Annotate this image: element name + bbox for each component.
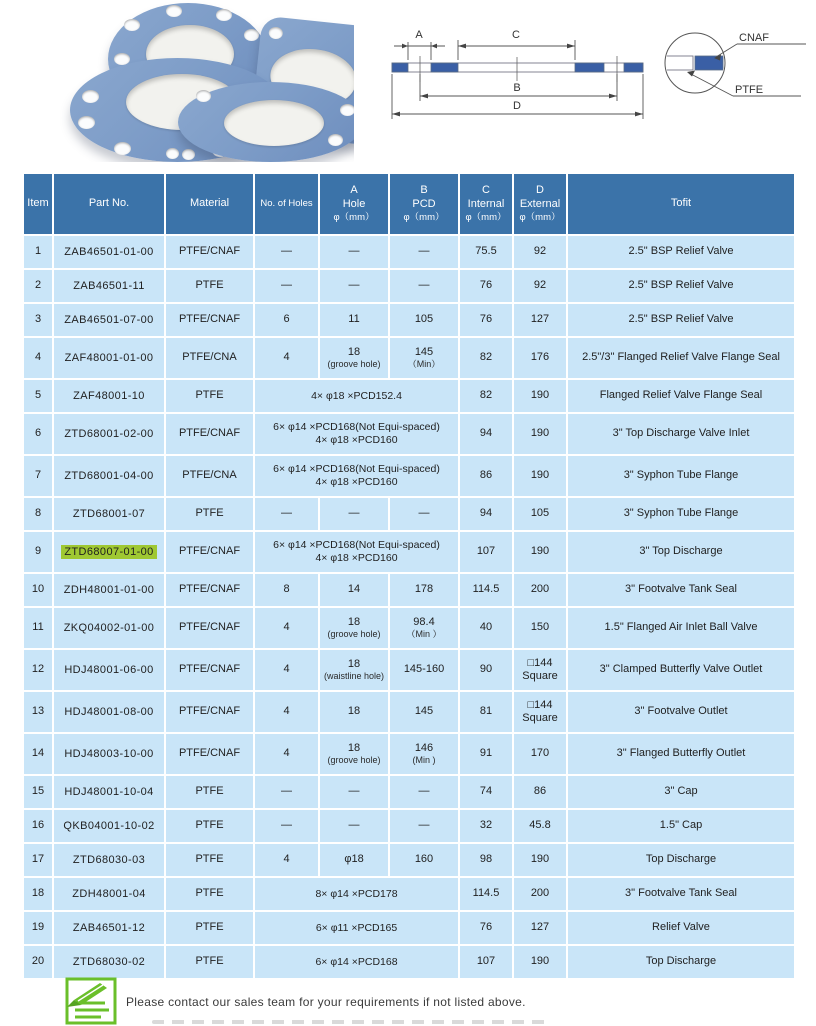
dimension-d	[392, 74, 643, 119]
cell-to-fit: 3" Syphon Tube Flange	[567, 497, 795, 531]
cell-c-internal: 76	[459, 269, 513, 303]
table-row	[23, 337, 795, 379]
cell-item: 17	[23, 843, 53, 877]
cell-holes: 4	[254, 607, 319, 649]
cell-material: PTFE/CNAF	[165, 413, 254, 455]
cell-material: PTFE/CNAF	[165, 607, 254, 649]
cell-material: PTFE/CNAF	[165, 649, 254, 691]
cell-material: PTFE/CNAF	[165, 573, 254, 607]
cell-d-external: 190	[513, 379, 567, 413]
cell-item: 18	[23, 877, 53, 911]
cell-item: 10	[23, 573, 53, 607]
svg-text:B: B	[513, 82, 521, 94]
svg-text:D: D	[513, 100, 521, 112]
cross-section-diagram	[368, 0, 816, 150]
cell-part-no: HDJ48003-10-00	[53, 733, 165, 775]
table-row	[23, 235, 795, 269]
cell-c-internal: 86	[459, 455, 513, 497]
cell-b-pcd: 145	[389, 691, 459, 733]
cell-to-fit: 1.5" Cap	[567, 809, 795, 843]
svg-text:A: A	[415, 29, 423, 41]
cell-b-pcd: 105	[389, 303, 459, 337]
cell-b-pcd: —	[389, 235, 459, 269]
column-header: A Hole φ（mm）	[319, 173, 389, 235]
cell-d-external: 190	[513, 843, 567, 877]
cell-d-external: 200	[513, 877, 567, 911]
cell-d-external: 190	[513, 531, 567, 573]
cell-c-internal: 76	[459, 303, 513, 337]
cell-d-external: 190	[513, 945, 567, 979]
cell-part-no: HDJ48001-06-00	[53, 649, 165, 691]
table-row	[23, 649, 795, 691]
cell-c-internal: 40	[459, 607, 513, 649]
cell-part-no: ZAB46501-07-00	[53, 303, 165, 337]
column-header: C Internal φ（mm）	[459, 173, 513, 235]
table-row	[23, 691, 795, 733]
cell-item: 2	[23, 269, 53, 303]
column-header: Material	[165, 173, 254, 235]
cell-to-fit: Top Discharge	[567, 843, 795, 877]
gasket-cross-section	[392, 63, 643, 72]
cell-to-fit: 3" Footvalve Tank Seal	[567, 877, 795, 911]
cell-d-external: 190	[513, 413, 567, 455]
cell-holes: —	[254, 775, 319, 809]
cell-a-hole: —	[319, 269, 389, 303]
cell-hole-spec: 8× φ14 ×PCD178	[254, 877, 459, 911]
cell-c-internal: 76	[459, 911, 513, 945]
table-row	[23, 413, 795, 455]
cell-holes: —	[254, 809, 319, 843]
cell-part-no: ZKQ04002-01-00	[53, 607, 165, 649]
cell-a-hole: 14	[319, 573, 389, 607]
cell-c-internal: 94	[459, 497, 513, 531]
cell-part-no: ZTD68001-04-00	[53, 455, 165, 497]
cell-part-no	[53, 531, 165, 573]
cell-item: 12	[23, 649, 53, 691]
cell-a-hole: 11	[319, 303, 389, 337]
cell-item: 11	[23, 607, 53, 649]
column-header: No. of Holes	[254, 173, 319, 235]
cell-b-pcd: —	[389, 809, 459, 843]
cell-holes: 4	[254, 337, 319, 379]
cell-item: 8	[23, 497, 53, 531]
highlighted-part-no: ZTD68007-01-00	[61, 545, 156, 559]
cell-d-external: 190	[513, 455, 567, 497]
cell-d-external: □144 Square	[513, 649, 567, 691]
cell-part-no: HDJ48001-10-04	[53, 775, 165, 809]
cell-holes: —	[254, 269, 319, 303]
cell-part-no: HDJ48001-08-00	[53, 691, 165, 733]
spec-table	[22, 172, 796, 980]
cell-material: PTFE	[165, 379, 254, 413]
cell-material: PTFE	[165, 945, 254, 979]
cell-c-internal: 107	[459, 945, 513, 979]
material-detail-diagram	[664, 32, 806, 96]
cell-item: 9	[23, 531, 53, 573]
cell-part-no: ZAB46501-11	[53, 269, 165, 303]
cell-to-fit: Relief Valve	[567, 911, 795, 945]
cell-c-internal: 75.5	[459, 235, 513, 269]
cell-part-no: ZDH48001-04	[53, 877, 165, 911]
footer-note: Please contact our sales team for your requirements if not listed above.	[126, 995, 526, 1009]
dimension-a	[394, 29, 445, 60]
table-header-row	[23, 173, 795, 235]
cell-hole-spec: 6× φ11 ×PCD165	[254, 911, 459, 945]
cell-c-internal: 98	[459, 843, 513, 877]
cell-d-external: 127	[513, 911, 567, 945]
table-row	[23, 843, 795, 877]
table-row	[23, 497, 795, 531]
cell-d-external: 150	[513, 607, 567, 649]
cell-to-fit: 3" Clamped Butterfly Valve Outlet	[567, 649, 795, 691]
cell-material: PTFE	[165, 269, 254, 303]
gasket-photo	[28, 0, 354, 162]
cell-holes: —	[254, 497, 319, 531]
cell-item: 3	[23, 303, 53, 337]
cell-b-pcd: 145 （Min）	[389, 337, 459, 379]
cell-a-hole: —	[319, 809, 389, 843]
table-row	[23, 775, 795, 809]
cell-part-no: ZAF48001-10	[53, 379, 165, 413]
cell-b-pcd: 98.4 （Min ）	[389, 607, 459, 649]
table-row	[23, 809, 795, 843]
cell-to-fit: Flanged Relief Valve Flange Seal	[567, 379, 795, 413]
cell-c-internal: 107	[459, 531, 513, 573]
cell-to-fit: 3" Footvalve Tank Seal	[567, 573, 795, 607]
cell-material: PTFE	[165, 911, 254, 945]
cell-holes: 4	[254, 843, 319, 877]
cell-to-fit: 3" Cap	[567, 775, 795, 809]
column-header: B PCD φ（mm）	[389, 173, 459, 235]
cell-to-fit: Top Discharge	[567, 945, 795, 979]
cell-material: PTFE	[165, 775, 254, 809]
cell-holes: 6	[254, 303, 319, 337]
cell-b-pcd: 178	[389, 573, 459, 607]
gasket-ring-front	[178, 82, 354, 162]
cell-hole-spec: 4× φ18 ×PCD152.4	[254, 379, 459, 413]
table-row	[23, 733, 795, 775]
cell-material: PTFE/CNAF	[165, 691, 254, 733]
table-body	[23, 235, 795, 979]
dimension-b	[420, 74, 617, 101]
table-row	[23, 911, 795, 945]
cell-a-hole: 18	[319, 691, 389, 733]
column-header: D External φ（mm）	[513, 173, 567, 235]
cell-material: PTFE/CNA	[165, 337, 254, 379]
cell-material: PTFE/CNAF	[165, 235, 254, 269]
cell-d-external: 176	[513, 337, 567, 379]
cell-item: 5	[23, 379, 53, 413]
cell-hole-spec: 6× φ14 ×PCD168	[254, 945, 459, 979]
cell-to-fit: 3" Top Discharge Valve Inlet	[567, 413, 795, 455]
table-row	[23, 945, 795, 979]
cell-d-external: 170	[513, 733, 567, 775]
table-row	[23, 531, 795, 573]
cell-c-internal: 114.5	[459, 877, 513, 911]
table-row	[23, 455, 795, 497]
cell-item: 1	[23, 235, 53, 269]
cell-part-no: ZTD68001-07	[53, 497, 165, 531]
ptfe-label: PTFE	[735, 84, 764, 96]
table-row	[23, 607, 795, 649]
cell-material: PTFE	[165, 497, 254, 531]
cell-hole-spec: 6× φ14 ×PCD168(Not Equi-spaced) 4× φ18 ×PCD160	[254, 531, 459, 573]
pen-note-icon	[64, 976, 120, 1026]
cell-part-no: ZAF48001-01-00	[53, 337, 165, 379]
cell-d-external: 105	[513, 497, 567, 531]
cell-item: 14	[23, 733, 53, 775]
cell-part-no: ZDH48001-01-00	[53, 573, 165, 607]
cell-item: 16	[23, 809, 53, 843]
cell-item: 20	[23, 945, 53, 979]
cell-c-internal: 82	[459, 379, 513, 413]
cell-to-fit: 2.5" BSP Relief Valve	[567, 303, 795, 337]
cell-part-no: ZAB46501-12	[53, 911, 165, 945]
cropped-text-remnant	[152, 1020, 552, 1024]
cell-material: PTFE	[165, 809, 254, 843]
cell-part-no: ZTD68030-03	[53, 843, 165, 877]
table-row	[23, 379, 795, 413]
table-row	[23, 303, 795, 337]
cell-to-fit: 2.5"/3" Flanged Relief Valve Flange Seal	[567, 337, 795, 379]
cell-material: PTFE	[165, 843, 254, 877]
cell-d-external: 86	[513, 775, 567, 809]
column-header: Item	[23, 173, 53, 235]
cell-c-internal: 90	[459, 649, 513, 691]
cell-d-external: 45.8	[513, 809, 567, 843]
cell-to-fit: 3" Flanged Butterfly Outlet	[567, 733, 795, 775]
cell-holes: 4	[254, 649, 319, 691]
cell-material: PTFE/CNA	[165, 455, 254, 497]
cell-part-no: ZTD68001-02-00	[53, 413, 165, 455]
cell-b-pcd: —	[389, 775, 459, 809]
cell-d-external: □144 Square	[513, 691, 567, 733]
cell-c-internal: 74	[459, 775, 513, 809]
cell-item: 7	[23, 455, 53, 497]
cell-to-fit: 3" Syphon Tube Flange	[567, 455, 795, 497]
cell-d-external: 200	[513, 573, 567, 607]
cell-to-fit: 3" Footvalve Outlet	[567, 691, 795, 733]
cell-part-no: ZTD68030-02	[53, 945, 165, 979]
table-row	[23, 573, 795, 607]
cell-c-internal: 82	[459, 337, 513, 379]
cnaf-label: CNAF	[739, 32, 769, 44]
cell-b-pcd: —	[389, 269, 459, 303]
table-row	[23, 269, 795, 303]
cell-holes: —	[254, 235, 319, 269]
cell-hole-spec: 6× φ14 ×PCD168(Not Equi-spaced) 4× φ18 ×PCD160	[254, 413, 459, 455]
cell-hole-spec: 6× φ14 ×PCD168(Not Equi-spaced) 4× φ18 ×PCD160	[254, 455, 459, 497]
cell-a-hole: 18 (groove hole)	[319, 607, 389, 649]
cell-a-hole: —	[319, 235, 389, 269]
spec-table-wrap	[22, 172, 794, 980]
column-header: Part No.	[53, 173, 165, 235]
cell-to-fit: 2.5" BSP Relief Valve	[567, 235, 795, 269]
cell-item: 6	[23, 413, 53, 455]
cell-item: 15	[23, 775, 53, 809]
cell-holes: 4	[254, 733, 319, 775]
cell-to-fit: 2.5" BSP Relief Valve	[567, 269, 795, 303]
cell-material: PTFE/CNAF	[165, 733, 254, 775]
cell-c-internal: 32	[459, 809, 513, 843]
cell-a-hole: φ18	[319, 843, 389, 877]
cell-c-internal: 91	[459, 733, 513, 775]
dimension-c	[458, 29, 575, 60]
cell-to-fit: 1.5" Flanged Air Inlet Ball Valve	[567, 607, 795, 649]
cell-part-no: QKB04001-10-02	[53, 809, 165, 843]
cell-b-pcd: 160	[389, 843, 459, 877]
cell-b-pcd: 146 (Min )	[389, 733, 459, 775]
cell-a-hole: 18 (groove hole)	[319, 337, 389, 379]
cell-to-fit: 3" Top Discharge	[567, 531, 795, 573]
cell-b-pcd: 145-160	[389, 649, 459, 691]
cell-d-external: 92	[513, 269, 567, 303]
column-header: Tofit	[567, 173, 795, 235]
cell-item: 19	[23, 911, 53, 945]
cell-a-hole: 18 (waistline hole)	[319, 649, 389, 691]
cell-material: PTFE/CNAF	[165, 303, 254, 337]
cell-a-hole: —	[319, 775, 389, 809]
cell-c-internal: 81	[459, 691, 513, 733]
cell-material: PTFE/CNAF	[165, 531, 254, 573]
cell-item: 4	[23, 337, 53, 379]
cell-holes: 8	[254, 573, 319, 607]
cell-holes: 4	[254, 691, 319, 733]
cell-a-hole: 18 (groove hole)	[319, 733, 389, 775]
cell-d-external: 127	[513, 303, 567, 337]
cell-c-internal: 94	[459, 413, 513, 455]
cell-b-pcd: —	[389, 497, 459, 531]
svg-text:C: C	[512, 29, 520, 41]
cell-part-no: ZAB46501-01-00	[53, 235, 165, 269]
cell-c-internal: 114.5	[459, 573, 513, 607]
cell-d-external: 92	[513, 235, 567, 269]
cell-item: 13	[23, 691, 53, 733]
table-row	[23, 877, 795, 911]
cell-a-hole: —	[319, 497, 389, 531]
cell-material: PTFE	[165, 877, 254, 911]
